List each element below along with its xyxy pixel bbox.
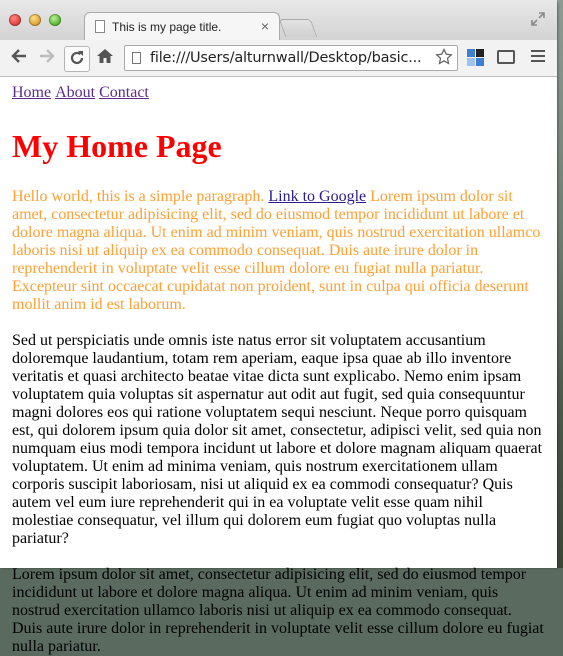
url-text[interactable]: file:///Users/alturnwall/Desktop/basic... bbox=[150, 50, 422, 66]
site-nav bbox=[12, 84, 544, 102]
page-icon bbox=[132, 52, 141, 64]
reload-icon[interactable] bbox=[64, 46, 90, 72]
back-icon[interactable] bbox=[8, 47, 30, 69]
tab-title: This is my page title. bbox=[112, 20, 222, 34]
browser-tab[interactable] bbox=[84, 12, 280, 41]
title-bar bbox=[0, 0, 557, 40]
intro-paragraph bbox=[12, 188, 544, 314]
google-link[interactable]: Link to Google bbox=[268, 188, 367, 205]
forward-icon[interactable] bbox=[36, 47, 58, 69]
close-window-button[interactable] bbox=[9, 14, 21, 26]
zoom-window-button[interactable] bbox=[49, 14, 61, 26]
page-heading: My Home Page bbox=[12, 128, 222, 164]
nav-link-about[interactable]: About bbox=[55, 84, 96, 101]
address-bar[interactable] bbox=[124, 45, 458, 71]
nav-link-home[interactable]: Home bbox=[12, 84, 52, 101]
fullscreen-icon[interactable] bbox=[531, 12, 545, 26]
new-tab-button[interactable] bbox=[279, 19, 318, 37]
home-icon[interactable] bbox=[94, 47, 116, 69]
nav-link-contact[interactable]: Contact bbox=[99, 84, 149, 101]
tab-close-icon[interactable]: × bbox=[260, 18, 269, 34]
menu-icon[interactable] bbox=[531, 50, 545, 65]
page-icon bbox=[95, 20, 105, 33]
minimize-window-button[interactable] bbox=[29, 14, 41, 26]
intro-text: Hello world, this is a simple paragraph. bbox=[12, 188, 265, 205]
cast-icon[interactable] bbox=[497, 50, 515, 64]
star-icon[interactable] bbox=[435, 48, 453, 71]
extension-icon[interactable] bbox=[467, 49, 485, 67]
body-paragraph-3: Lorem ipsum dolor sit amet, consectetur adipisicing elit, sed do eiusmod tempor incididunt ut labore et dolore magna aliqua. Ut enim ad minim veniam, quis nostrud exercitation ullamco laboris nisi ut aliquip ex ea commodo consequat. Duis aute irure dolor in reprehenderit in voluptate velit esse cillum dolore eu fugiat nulla pariatur. bbox=[12, 566, 544, 655]
intro-lorem: Lorem ipsum dolor sit amet, consectetur adipisicing elit, sed do eiusmod tempor incididunt ut labore et dolore magna aliqua. Ut enim ad minim veniam, quis nostrud exercitation ullamco laboris nisi ut aliquip ex ea commodo consequat. Duis aute irure dolor in reprehenderit in voluptate velit esse cillum dolore eu fugiat nulla pariatur. Excepteur sint occaecat cupidatat non proident, sunt in culpa qui officia deserunt mollit anim id est laborum. bbox=[12, 188, 541, 313]
body-paragraph-2: Sed ut perspiciatis unde omnis iste natus error sit voluptatem accusantium doloremque laudantium, totam rem aperiam, eaque ipsa quae ab illo inventore veritatis et quasi architecto beatae vitae dicta sunt explicabo. Nemo enim ipsam voluptatem quia voluptas sit aspernatur aut odit aut fugit, sed quia consequuntur magni dolores eos qui ratione voluptatem sequi nesciunt. Neque porro quisquam est, qui dolorem ipsum quia dolor sit amet, consectetur, adipisci velit, sed quia non numquam eius modi tempora incidunt ut labore et dolore magnam aliquam quaerat voluptatem. Ut enim ad minima veniam, quis nostrum exercitationem ullam corporis suscipit laboriosam, nisi ut aliquid ex ea commodi consequatur? Quis autem vel eum iure reprehenderit qui in ea voluptate velit esse quam nihil molestiae consequatur, vel illum qui dolorem eum fugiat quo voluptas nulla pariatur? bbox=[12, 332, 543, 547]
page-content bbox=[12, 84, 544, 656]
